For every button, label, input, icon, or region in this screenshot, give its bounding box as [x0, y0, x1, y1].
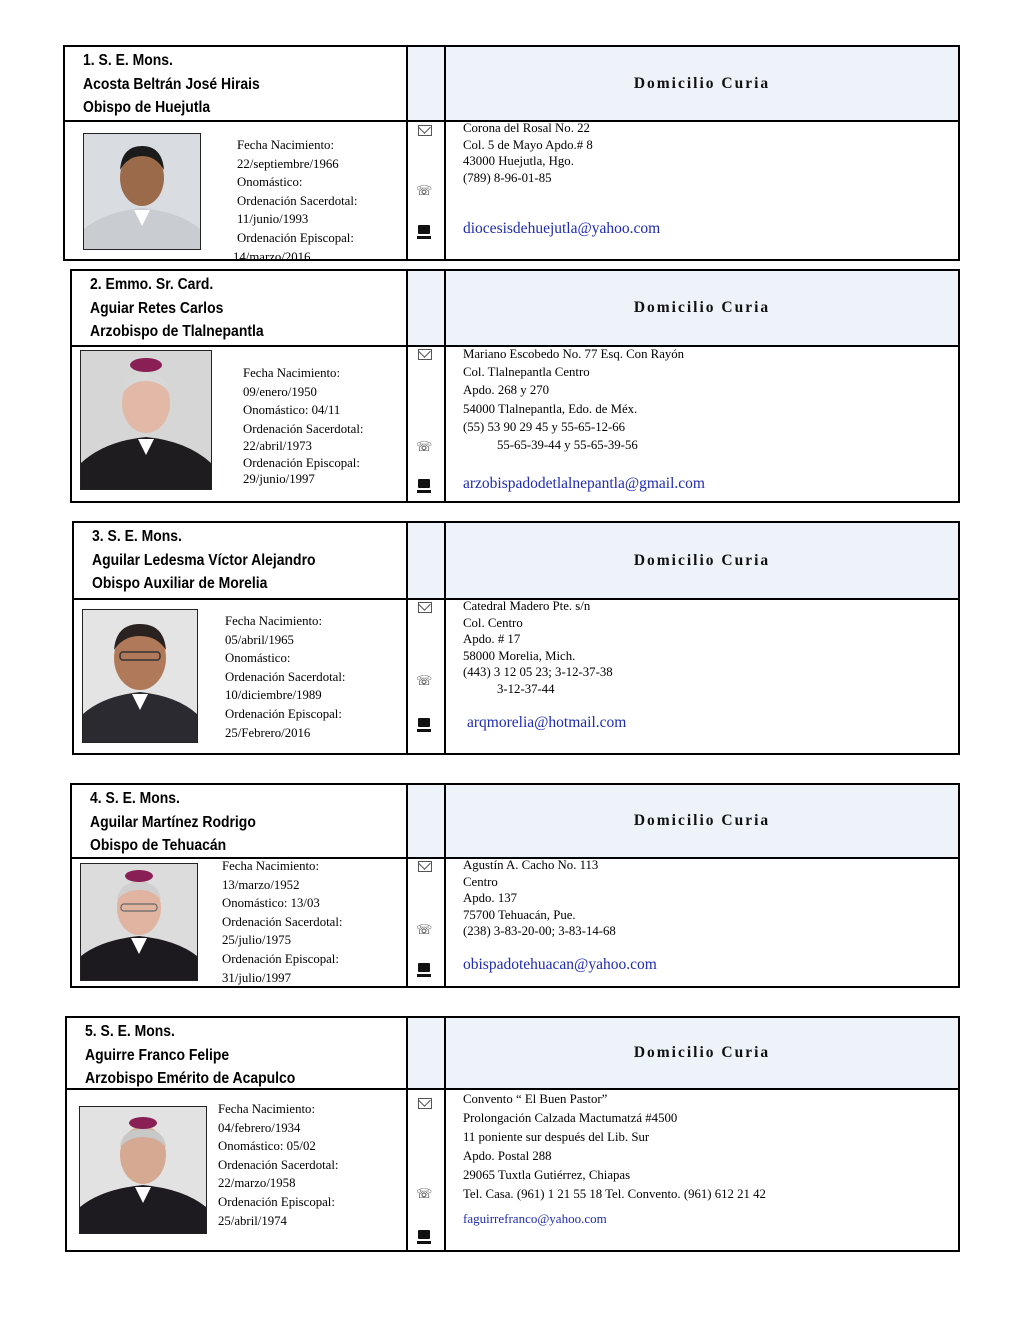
bishop-photo	[82, 609, 198, 743]
domicilio-curia-label: Domicilio Curia	[633, 812, 771, 829]
computer-icon	[418, 718, 430, 727]
mail-icon	[418, 602, 432, 613]
entry-role: Obispo de Tehuacán	[90, 837, 227, 854]
entry-title: 3. S. E. Mons.	[92, 528, 182, 545]
entry-name: Aguiar Retes Carlos	[90, 299, 224, 317]
computer-icon	[418, 225, 430, 234]
computer-icon	[418, 963, 430, 972]
domicilio-curia-label: Domicilio Curia	[633, 551, 771, 569]
entry-name: Aguirre Franco Felipe	[85, 1046, 230, 1064]
domicilio-curia-label: Domicilio Curia	[633, 299, 771, 316]
phone-icon: ☏	[416, 184, 433, 199]
bishop-photo	[80, 863, 198, 981]
domicilio-curia-label: Domicilio Curia	[633, 1044, 771, 1061]
mail-icon	[418, 1098, 432, 1109]
email-link[interactable]: diocesisdehuejutla@yahoo.com	[463, 220, 661, 237]
mail-icon	[418, 349, 432, 360]
entry-title: 4. S. E. Mons.	[90, 790, 180, 807]
entry-header	[74, 523, 958, 600]
mail-icon	[418, 125, 432, 136]
phone-icon: ☏	[416, 674, 433, 689]
bishop-entry-3: 3. S. E. Mons. Aguilar Ledesma Víctor Alejandro Obispo Auxiliar de Morelia Domicilio Curia Fecha Nacimiento: 05/abril/1965 Onomástico: Ordenación Sacerdotal: 10/diciembre/1989 Ordenación Episcopal: 25/Febrero/2016 ☏ Catedral Madero Pte. s/n Col. Centro Apdo. # 17 58000 Morelia, Mich. (443) 3 12 05 23; 3-12-37-38 3-12-37-44 arqmorelia@hotmail.com	[72, 521, 960, 755]
entry-header	[65, 47, 958, 122]
email-link[interactable]: arqmorelia@hotmail.com	[467, 714, 627, 731]
mail-icon	[418, 861, 432, 872]
entry-title: 5. S. E. Mons.	[85, 1023, 175, 1040]
phone-icon: ☏	[416, 1187, 433, 1202]
computer-icon	[418, 1230, 430, 1239]
entry-name: Aguilar Ledesma Víctor Alejandro	[92, 551, 316, 569]
computer-icon	[418, 479, 430, 488]
entry-header	[72, 271, 958, 347]
email-link[interactable]: arzobispadodetlalnepantla@gmail.com	[463, 475, 705, 492]
entry-name: Acosta Beltrán José Hirais	[83, 75, 260, 93]
bishop-entry-5: 5. S. E. Mons. Aguirre Franco Felipe Arzobispo Emérito de Acapulco Domicilio Curia Fecha Nacimiento: 04/febrero/1934 Onomástico: 05/02 Ordenación Sacerdotal: 22/marzo/1958 Ordenación Episcopal: 25/abril/1974 ☏ Convento “ El Buen Pastor” Prolongación Calzada Mactumatzá #4500 11 poniente sur después del Lib. Sur Apdo. Postal 288 29065 Tuxtla Gutiérrez, Chiapas Tel. Casa. (961) 1 21 55 18 Tel. Convento. (961) 612 21 42 faguirrefranco@yahoo.com	[65, 1016, 960, 1252]
entry-title: 1. S. E. Mons.	[83, 52, 173, 69]
email-link[interactable]: faguirrefranco@yahoo.com	[463, 1211, 607, 1226]
entry-title: 2. Emmo. Sr. Card.	[90, 276, 214, 293]
phone-icon: ☏	[416, 440, 433, 455]
entry-role: Arzobispo de Tlalnepantla	[90, 323, 264, 340]
bishop-photo	[79, 1106, 207, 1234]
bishop-entry-1: 1. S. E. Mons. Acosta Beltrán José Hirais Obispo de Huejutla Domicilio Curia Fecha Nacimiento: 22/septiembre/1966 Onomástico: Ordenación Sacerdotal: 11/junio/1993 Ordenación Episcopal: 14/marzo/2016 ☏ Corona del Rosal No. 22 Col. 5 de Mayo Apdo.# 8 43000 Huejutla, Hgo. (789) 8-96-01-85 diocesisdehuejutla@yahoo.com	[63, 45, 960, 261]
phone-icon: ☏	[416, 923, 433, 938]
domicilio-curia-label: Domicilio Curia	[633, 74, 771, 92]
bishop-entry-4: 4. S. E. Mons. Aguilar Martínez Rodrigo Obispo de Tehuacán Domicilio Curia Fecha Nacimiento: 13/marzo/1952 Onomástico: 13/03 Ordenación Sacerdotal: 25/julio/1975 Ordenación Episcopal: 31/julio/1997 ☏ Agustín A. Cacho No. 113 Centro Apdo. 137 75700 Tehuacán, Pue. (238) 3-83-20-00; 3-83-14-68 obispadotehuacan@yahoo.com	[70, 783, 960, 988]
entry-header	[72, 785, 958, 859]
email-link[interactable]: obispadotehuacan@yahoo.com	[463, 956, 657, 973]
entry-role: Arzobispo Emérito de Acapulco	[85, 1070, 296, 1087]
entry-role: Obispo Auxiliar de Morelia	[92, 575, 268, 592]
entry-role: Obispo de Huejutla	[83, 99, 211, 116]
entry-name: Aguilar Martínez Rodrigo	[90, 813, 256, 831]
bishop-entry-2: 2. Emmo. Sr. Card. Aguiar Retes Carlos Arzobispo de Tlalnepantla Domicilio Curia Fecha Nacimiento: 09/enero/1950 Onomástico: 04/11 Ordenación Sacerdotal: 22/abril/1973 Ordenación Episcopal: 29/junio/1997 ☏ Mariano Escobedo No. 77 Esq. Con Rayón Col. Tlalnepantla Centro Apdo. 268 y 270 54000 Tlalnepantla, Edo. de Méx. (55) 53 90 29 45 y 55-65-12-66 55-65-39-44 y 55-65-39-56 arzobispadodetlalnepantla@gmail.com	[70, 269, 960, 503]
bishop-photo	[80, 350, 212, 490]
bishop-photo	[83, 133, 201, 250]
entry-header	[67, 1018, 958, 1090]
